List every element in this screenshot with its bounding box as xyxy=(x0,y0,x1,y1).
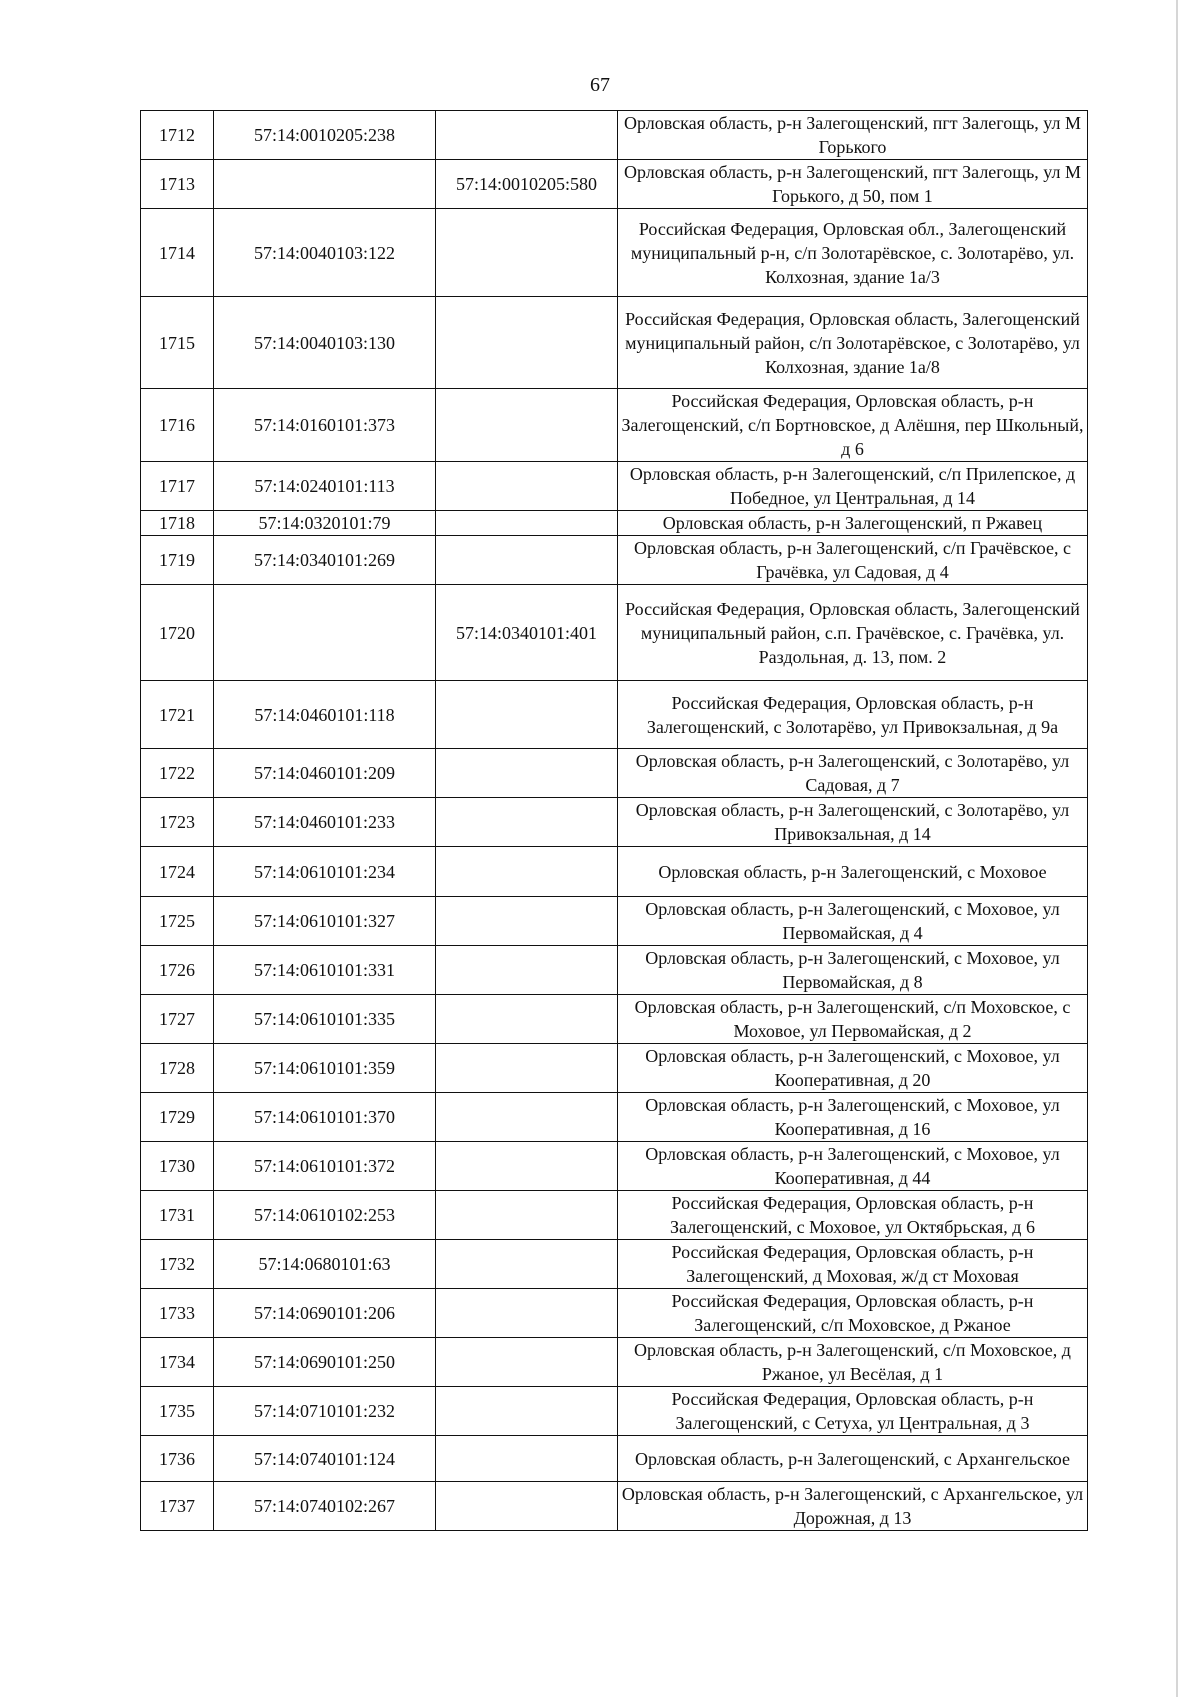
premises-cadastral-number-cell xyxy=(436,462,618,511)
table-row xyxy=(141,511,1088,536)
page-edge xyxy=(1176,0,1178,1697)
table-row xyxy=(141,847,1088,897)
land-cadastral-number-cell xyxy=(214,585,436,681)
premises-cadastral-number-cell xyxy=(436,209,618,297)
premises-cadastral-number-cell xyxy=(436,111,618,160)
address-cell: Орловская область, р-н Залегощенский, с Золотарёво, ул Садовая, д 7 xyxy=(618,749,1088,798)
address-cell: Орловская область, р-н Залегощенский, с Моховое, ул Первомайская, д 8 xyxy=(618,946,1088,995)
premises-cadastral-number-cell xyxy=(436,1191,618,1240)
row-number-cell: 1729 xyxy=(141,1093,214,1142)
table-row xyxy=(141,585,1088,681)
premises-cadastral-number-cell xyxy=(436,749,618,798)
address-cell: Орловская область, р-н Залегощенский, с/п Моховское, с Моховое, ул Первомайская, д 2 xyxy=(618,995,1088,1044)
row-number-cell: 1714 xyxy=(141,209,214,297)
row-number-cell: 1724 xyxy=(141,847,214,897)
land-cadastral-number-cell: 57:14:0040103:122 xyxy=(214,209,436,297)
land-cadastral-number-cell: 57:14:0710101:232 xyxy=(214,1387,436,1436)
table-row xyxy=(141,1093,1088,1142)
table-row xyxy=(141,111,1088,160)
address-cell: Российская Федерация, Орловская область, р-н Залегощенский, с Моховое, ул Октябрьская, д 6 xyxy=(618,1191,1088,1240)
row-number-cell: 1721 xyxy=(141,681,214,749)
table-row xyxy=(141,536,1088,585)
land-cadastral-number-cell: 57:14:0610101:370 xyxy=(214,1093,436,1142)
table-row xyxy=(141,1338,1088,1387)
table-row xyxy=(141,995,1088,1044)
row-number-cell: 1712 xyxy=(141,111,214,160)
row-number-cell: 1732 xyxy=(141,1240,214,1289)
land-cadastral-number-cell: 57:14:0610101:234 xyxy=(214,847,436,897)
table-row xyxy=(141,209,1088,297)
table-row xyxy=(141,462,1088,511)
premises-cadastral-number-cell xyxy=(436,847,618,897)
table-row xyxy=(141,897,1088,946)
land-cadastral-number-cell xyxy=(214,160,436,209)
row-number-cell: 1717 xyxy=(141,462,214,511)
land-cadastral-number-cell: 57:14:0240101:113 xyxy=(214,462,436,511)
table-row xyxy=(141,1044,1088,1093)
table-row xyxy=(141,798,1088,847)
table-row xyxy=(141,1436,1088,1482)
table-row xyxy=(141,1482,1088,1531)
address-cell: Российская Федерация, Орловская область, р-н Залегощенский, с/п Бортновское, д Алёшня, пер Школьный, д 6 xyxy=(618,389,1088,462)
address-cell: Орловская область, р-н Залегощенский, пгт Залегощь, ул М Горького xyxy=(618,111,1088,160)
premises-cadastral-number-cell xyxy=(436,1142,618,1191)
row-number-cell: 1718 xyxy=(141,511,214,536)
address-cell: Российская Федерация, Орловская область, р-н Залегощенский, с Сетуха, ул Центральная, д 3 xyxy=(618,1387,1088,1436)
land-cadastral-number-cell: 57:14:0690101:206 xyxy=(214,1289,436,1338)
address-cell: Орловская область, р-н Залегощенский, с Золотарёво, ул Привокзальная, д 14 xyxy=(618,798,1088,847)
row-number-cell: 1723 xyxy=(141,798,214,847)
premises-cadastral-number-cell xyxy=(436,297,618,389)
address-cell: Российская Федерация, Орловская область, р-н Залегощенский, д Моховая, ж/д ст Моховая xyxy=(618,1240,1088,1289)
premises-cadastral-number-cell xyxy=(436,897,618,946)
row-number-cell: 1727 xyxy=(141,995,214,1044)
address-cell: Орловская область, р-н Залегощенский, с/п Прилепское, д Победное, ул Центральная, д 14 xyxy=(618,462,1088,511)
premises-cadastral-number-cell xyxy=(436,1338,618,1387)
address-cell: Орловская область, р-н Залегощенский, с/п Грачёвское, с Грачёвка, ул Садовая, д 4 xyxy=(618,536,1088,585)
table-row xyxy=(141,1191,1088,1240)
registry-table-body xyxy=(141,111,1088,1531)
land-cadastral-number-cell: 57:14:0460101:233 xyxy=(214,798,436,847)
premises-cadastral-number-cell xyxy=(436,1387,618,1436)
table-row xyxy=(141,160,1088,209)
premises-cadastral-number-cell xyxy=(436,1289,618,1338)
address-cell: Российская Федерация, Орловская область, Залегощенский муниципальный район, с/п Золотарёвское, с Золотарёво, ул Колхозная, здание 1а/8 xyxy=(618,297,1088,389)
table-row xyxy=(141,1289,1088,1338)
table-row xyxy=(141,1240,1088,1289)
land-cadastral-number-cell: 57:14:0610101:359 xyxy=(214,1044,436,1093)
land-cadastral-number-cell: 57:14:0610101:335 xyxy=(214,995,436,1044)
land-cadastral-number-cell: 57:14:0610101:327 xyxy=(214,897,436,946)
premises-cadastral-number-cell xyxy=(436,1240,618,1289)
premises-cadastral-number-cell: 57:14:0010205:580 xyxy=(436,160,618,209)
land-cadastral-number-cell: 57:14:0680101:63 xyxy=(214,1240,436,1289)
premises-cadastral-number-cell xyxy=(436,511,618,536)
row-number-cell: 1730 xyxy=(141,1142,214,1191)
land-cadastral-number-cell: 57:14:0040103:130 xyxy=(214,297,436,389)
land-cadastral-number-cell: 57:14:0610101:372 xyxy=(214,1142,436,1191)
land-cadastral-number-cell: 57:14:0010205:238 xyxy=(214,111,436,160)
row-number-cell: 1725 xyxy=(141,897,214,946)
premises-cadastral-number-cell xyxy=(436,681,618,749)
table-row xyxy=(141,1387,1088,1436)
row-number-cell: 1720 xyxy=(141,585,214,681)
land-cadastral-number-cell: 57:14:0610101:331 xyxy=(214,946,436,995)
row-number-cell: 1713 xyxy=(141,160,214,209)
land-cadastral-number-cell: 57:14:0740102:267 xyxy=(214,1482,436,1531)
row-number-cell: 1731 xyxy=(141,1191,214,1240)
land-cadastral-number-cell: 57:14:0460101:118 xyxy=(214,681,436,749)
land-cadastral-number-cell: 57:14:0690101:250 xyxy=(214,1338,436,1387)
premises-cadastral-number-cell xyxy=(436,1482,618,1531)
row-number-cell: 1715 xyxy=(141,297,214,389)
table-row xyxy=(141,681,1088,749)
row-number-cell: 1736 xyxy=(141,1436,214,1482)
address-cell: Российская Федерация, Орловская область, р-н Залегощенский, с Золотарёво, ул Привокзальная, д 9а xyxy=(618,681,1088,749)
address-cell: Орловская область, р-н Залегощенский, пгт Залегощь, ул М Горького, д 50, пом 1 xyxy=(618,160,1088,209)
address-cell: Российская Федерация, Орловская область, Залегощенский муниципальный район, с.п. Грачёвское, с. Грачёвка, ул. Раздольная, д. 13, пом. 2 xyxy=(618,585,1088,681)
premises-cadastral-number-cell xyxy=(436,389,618,462)
table-row xyxy=(141,1142,1088,1191)
table-row xyxy=(141,297,1088,389)
address-cell: Орловская область, р-н Залегощенский, с/п Моховское, д Ржаное, ул Весёлая, д 1 xyxy=(618,1338,1088,1387)
premises-cadastral-number-cell xyxy=(436,1093,618,1142)
address-cell: Орловская область, р-н Залегощенский, с Моховое, ул Первомайская, д 4 xyxy=(618,897,1088,946)
land-cadastral-number-cell: 57:14:0340101:269 xyxy=(214,536,436,585)
address-cell: Орловская область, р-н Залегощенский, с Архангельское xyxy=(618,1436,1088,1482)
table-row xyxy=(141,749,1088,798)
land-cadastral-number-cell: 57:14:0610102:253 xyxy=(214,1191,436,1240)
address-cell: Орловская область, р-н Залегощенский, с Архангельское, ул Дорожная, д 13 xyxy=(618,1482,1088,1531)
land-cadastral-number-cell: 57:14:0460101:209 xyxy=(214,749,436,798)
premises-cadastral-number-cell xyxy=(436,1044,618,1093)
row-number-cell: 1733 xyxy=(141,1289,214,1338)
address-cell: Российская Федерация, Орловская обл., Залегощенский муниципальный р-н, с/п Золотарёвское, с. Золотарёво, ул. Колхозная, здание 1а/3 xyxy=(618,209,1088,297)
registry-table xyxy=(140,110,1088,1531)
land-cadastral-number-cell: 57:14:0740101:124 xyxy=(214,1436,436,1482)
address-cell: Орловская область, р-н Залегощенский, с Моховое xyxy=(618,847,1088,897)
page-number: 67 xyxy=(590,74,610,96)
premises-cadastral-number-cell xyxy=(436,946,618,995)
land-cadastral-number-cell: 57:14:0320101:79 xyxy=(214,511,436,536)
row-number-cell: 1737 xyxy=(141,1482,214,1531)
table-row xyxy=(141,389,1088,462)
premises-cadastral-number-cell xyxy=(436,995,618,1044)
premises-cadastral-number-cell xyxy=(436,536,618,585)
address-cell: Орловская область, р-н Залегощенский, с Моховое, ул Кооперативная, д 20 xyxy=(618,1044,1088,1093)
row-number-cell: 1719 xyxy=(141,536,214,585)
row-number-cell: 1722 xyxy=(141,749,214,798)
row-number-cell: 1734 xyxy=(141,1338,214,1387)
table-row xyxy=(141,946,1088,995)
row-number-cell: 1726 xyxy=(141,946,214,995)
premises-cadastral-number-cell: 57:14:0340101:401 xyxy=(436,585,618,681)
address-cell: Орловская область, р-н Залегощенский, с Моховое, ул Кооперативная, д 16 xyxy=(618,1093,1088,1142)
row-number-cell: 1735 xyxy=(141,1387,214,1436)
address-cell: Орловская область, р-н Залегощенский, п Ржавец xyxy=(618,511,1088,536)
premises-cadastral-number-cell xyxy=(436,1436,618,1482)
row-number-cell: 1716 xyxy=(141,389,214,462)
premises-cadastral-number-cell xyxy=(436,798,618,847)
land-cadastral-number-cell: 57:14:0160101:373 xyxy=(214,389,436,462)
row-number-cell: 1728 xyxy=(141,1044,214,1093)
address-cell: Орловская область, р-н Залегощенский, с Моховое, ул Кооперативная, д 44 xyxy=(618,1142,1088,1191)
address-cell: Российская Федерация, Орловская область, р-н Залегощенский, с/п Моховское, д Ржаное xyxy=(618,1289,1088,1338)
